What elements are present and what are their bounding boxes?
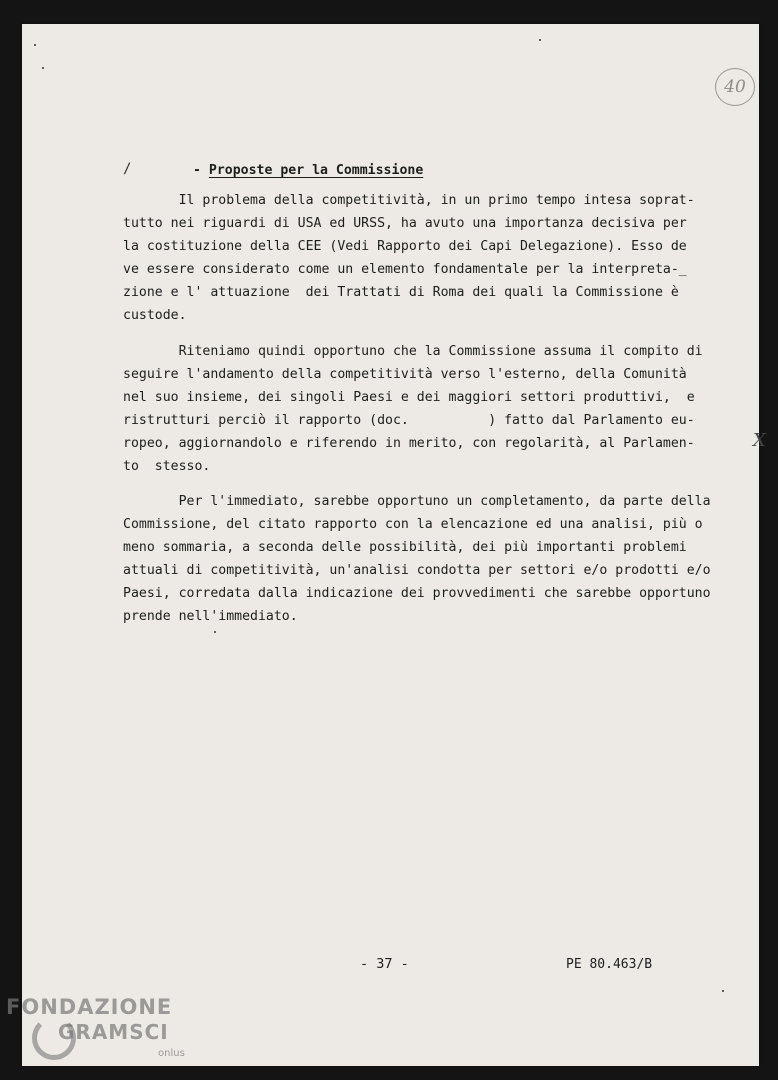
text-line: Commissione, del citato rapporto con la elencazione ed una analisi, più o <box>123 517 703 532</box>
paper-speck <box>214 631 216 633</box>
text-line: custode. <box>123 308 187 323</box>
paragraph-competitiveness <box>123 189 695 327</box>
text-line: Per l'immediato, sarebbe opportuno un completamento, da parte della <box>123 494 711 509</box>
text-line: la costituzione della CEE (Vedi Rapporto dei Capi Delegazione). Esso de <box>123 239 687 254</box>
heading-dash: - <box>193 163 209 178</box>
margin-slash-mark: / <box>123 161 132 177</box>
document-reference: PE 80.463/B <box>566 957 653 972</box>
paragraph-immediate <box>123 490 711 628</box>
watermark-line-2: GRAMSCI <box>58 1020 169 1044</box>
text-line: to stesso. <box>123 459 211 474</box>
page-number: - 37 - <box>360 956 409 972</box>
paper-speck <box>34 44 36 46</box>
section-heading <box>193 163 423 178</box>
text-line: tutto nei riguardi di USA ed URSS, ha avuto una importanza decisiva per <box>123 216 687 231</box>
margin-x-mark: X <box>753 430 766 451</box>
text-line: seguire l'andamento della competitività verso l'esterno, della Comunità <box>123 367 687 382</box>
watermark-line-3: onlus <box>158 1048 185 1059</box>
text-line: meno sommaria, a seconda delle possibilità, dei più importanti problemi <box>123 540 687 555</box>
paper-speck <box>539 39 541 41</box>
text-line: nel suo insieme, dei singoli Paesi e dei maggiori settori produttivi, e <box>123 390 695 405</box>
paper-speck <box>42 67 44 69</box>
text-line: Il problema della competitività, in un primo tempo intesa soprat- <box>123 193 695 208</box>
paper-speck <box>722 990 724 992</box>
text-line: attuali di competitività, un'analisi condotta per settori e/o prodotti e/o <box>123 563 711 578</box>
paragraph-commission-task <box>123 340 703 478</box>
heading-title: Proposte per la Commissione <box>208 163 424 178</box>
text-line: Riteniamo quindi opportuno che la Commissione assuma il compito di <box>123 344 703 359</box>
watermark-line-1: FONDAZIONE <box>6 995 173 1019</box>
handwritten-page-number: 40 <box>715 68 755 106</box>
text-line: zione e l' attuazione dei Trattati di Roma dei quali la Commissione è <box>123 285 679 300</box>
text-line: Paesi, corredata dalla indicazione dei provvedimenti che sarebbe opportuno <box>123 586 711 601</box>
text-line: prende nell'immediato. <box>123 609 298 624</box>
text-line: ristrutturi perciò il rapporto (doc. ) fatto dal Parlamento eu- <box>123 413 695 428</box>
text-line: ve essere considerato come un elemento fondamentale per la interpreta-_ <box>123 262 687 277</box>
text-line: ropeo, aggiornandolo e riferendo in merito, con regolarità, al Parlamen- <box>123 436 695 451</box>
